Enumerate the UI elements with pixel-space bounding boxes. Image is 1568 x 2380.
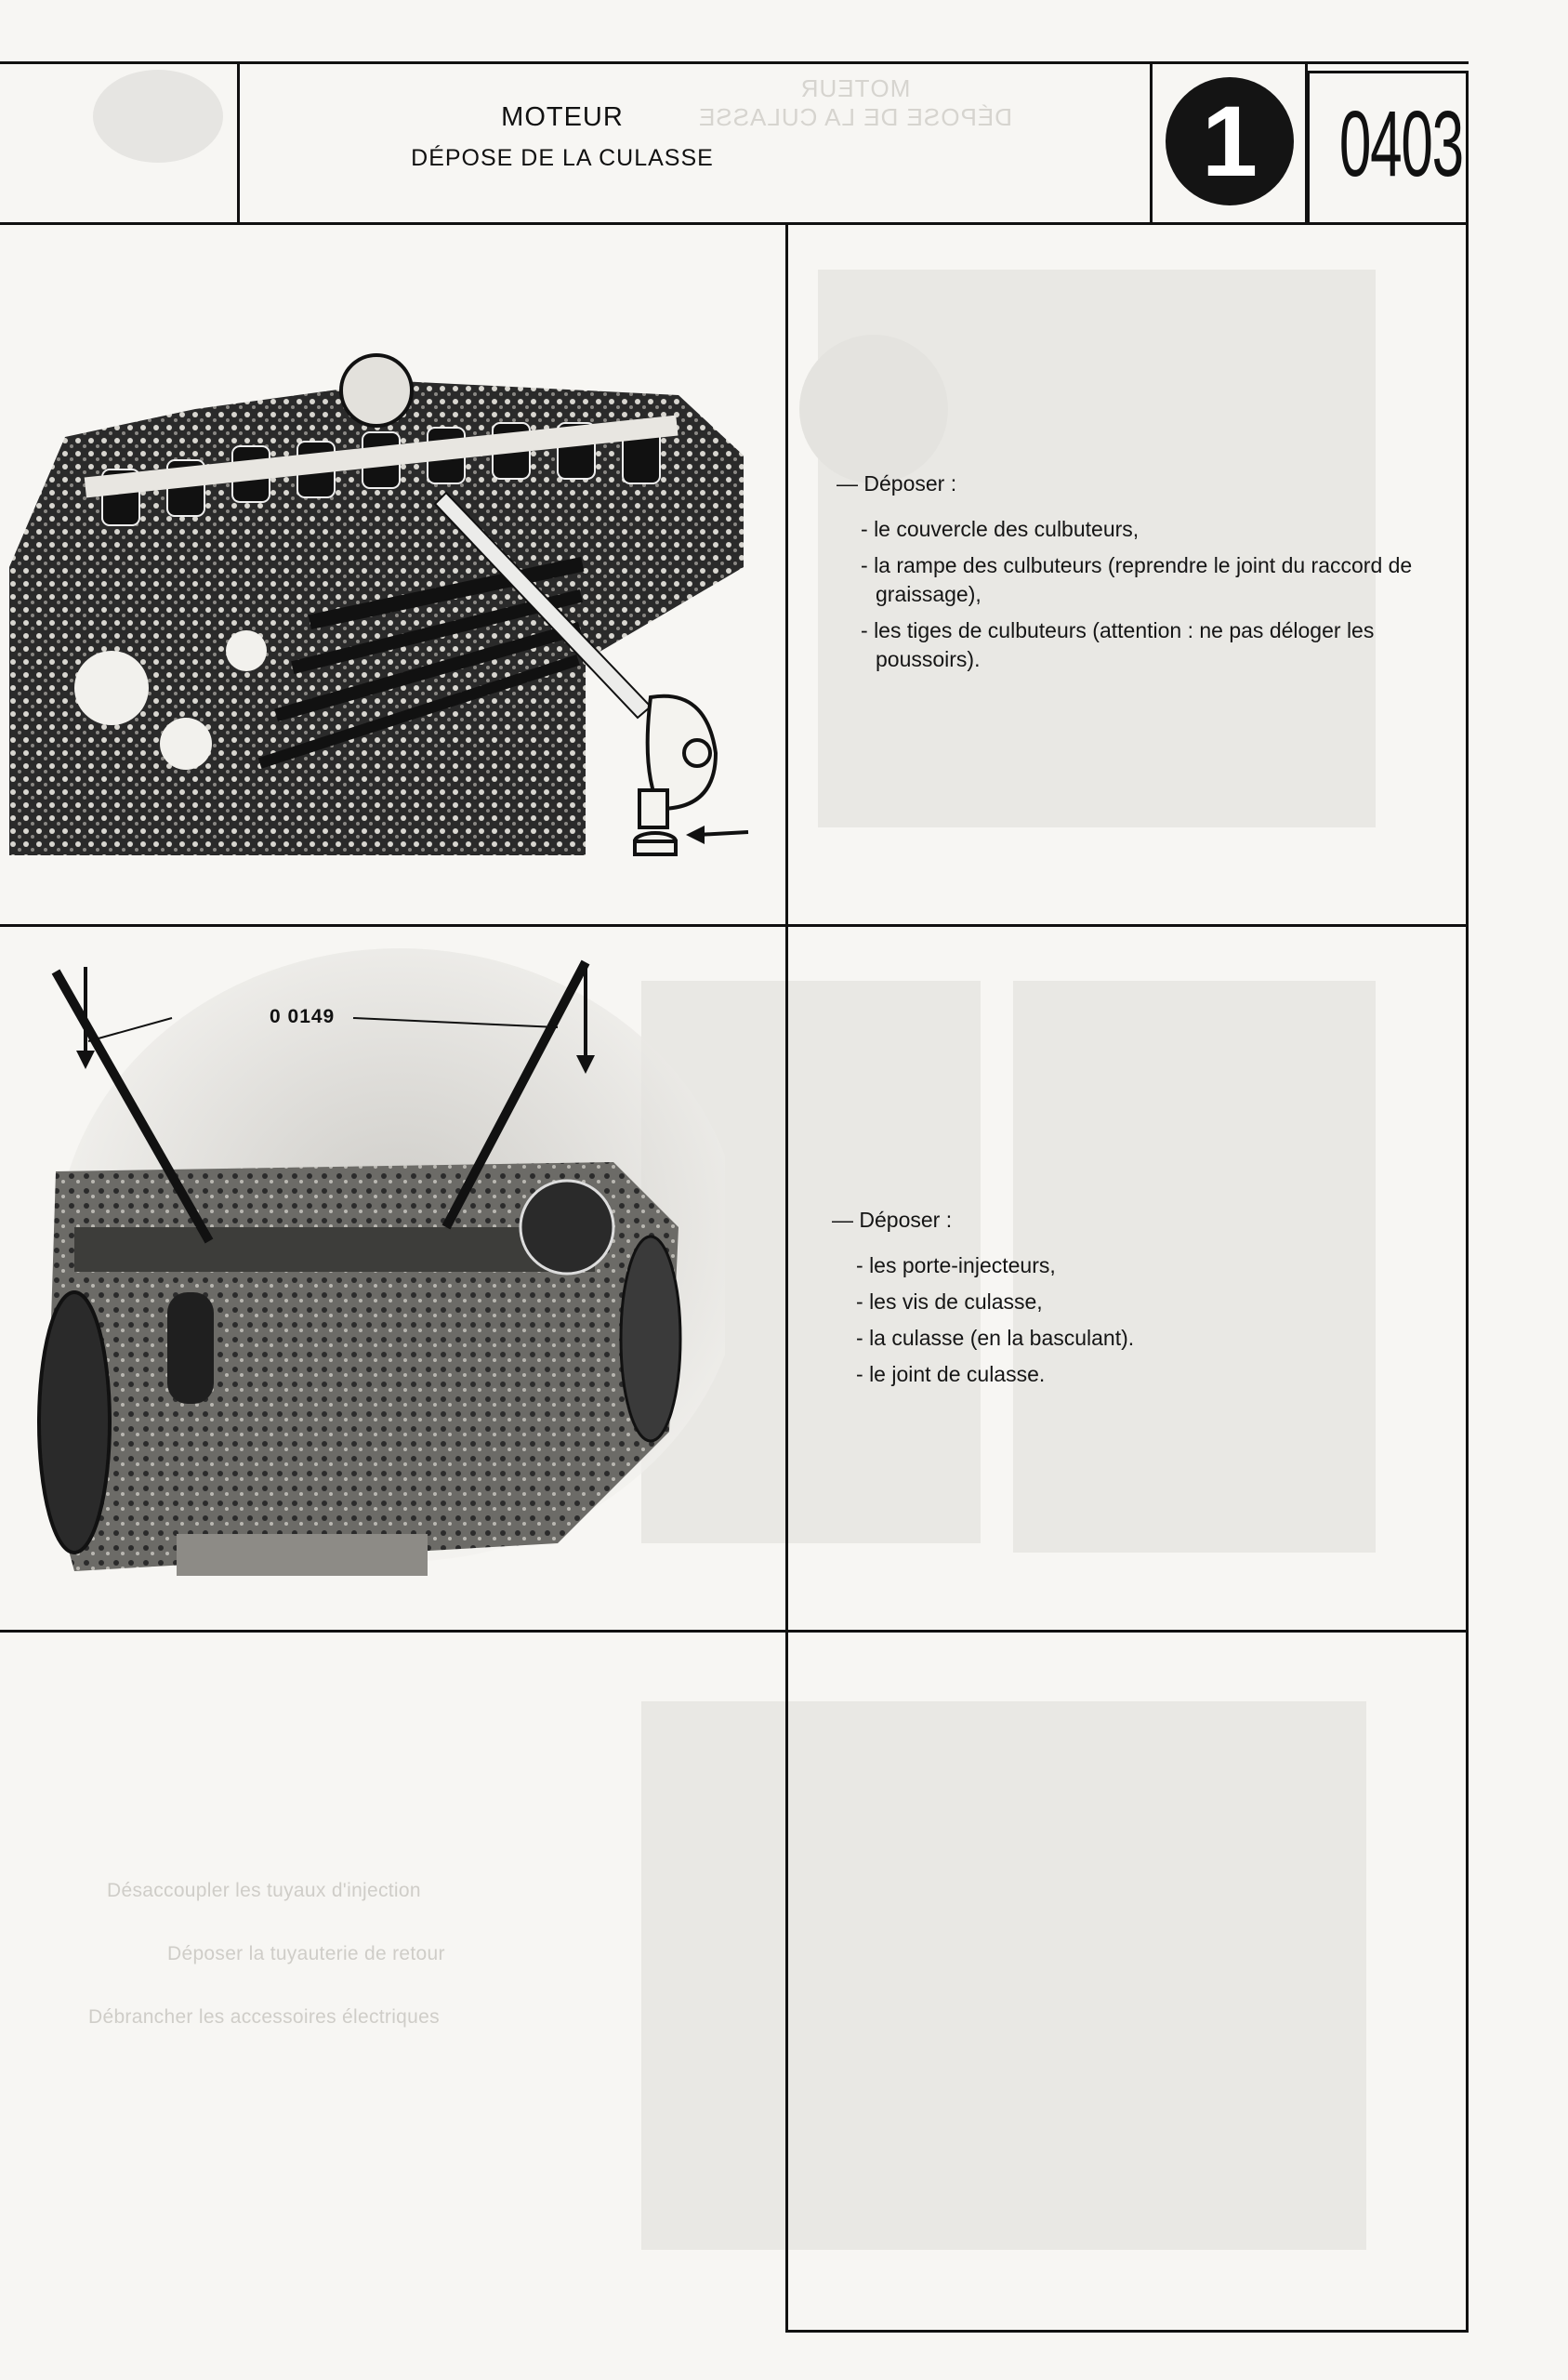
page-code-box	[1307, 71, 1469, 225]
section-number-box	[1150, 61, 1308, 225]
instructions-step-1-heading: — Déposer :	[837, 471, 957, 496]
instruction-item: - le couvercle des culbuteurs,	[861, 515, 1441, 544]
instruction-item: - la culasse (en la basculant).	[856, 1324, 1445, 1353]
instruction-item: - les tiges de culbuteurs (attention : ne pas déloger les poussoirs).	[861, 616, 1441, 674]
grid-row-divider-1	[0, 924, 1469, 927]
page-code: 0403	[1338, 92, 1463, 196]
rocker-assembly-figure	[9, 307, 762, 865]
ghost-heading: MOTEUR DÉPOSE DE LA CULASSE	[698, 74, 1012, 131]
instruction-item: - la rampe des culbuteurs (reprendre le joint du raccord de graissage),	[861, 551, 1441, 609]
tool-reference-label: 0 0149	[270, 1006, 336, 1027]
ghost-wheel	[799, 335, 948, 483]
engine-lifting-figure	[37, 948, 725, 1618]
grid-right-border	[1466, 222, 1469, 2333]
section-number: 1	[1166, 77, 1294, 205]
instructions-step-2-heading: — Déposer :	[832, 1208, 953, 1232]
instruction-item: - le joint de culasse.	[856, 1360, 1445, 1389]
ghost-text-3: Débrancher les accessoires électriques	[88, 2006, 440, 2028]
ghost-photo-4	[641, 1701, 1366, 2250]
ghost-text-1: Désaccoupler les tuyaux d'injection	[107, 1880, 421, 1901]
instruction-item: - les vis de culasse,	[856, 1288, 1445, 1316]
instructions-step-1	[837, 469, 1441, 681]
page-title: MOTEUR	[501, 102, 624, 132]
page-subtitle: DÉPOSE DE LA CULASSE	[411, 145, 714, 171]
grid-bottom-line	[785, 2330, 1469, 2333]
grid-top-line	[0, 222, 1469, 225]
ghost-text-2: Déposer la tuyauterie de retour	[167, 1943, 445, 1964]
grid-center-divider	[785, 222, 788, 2333]
instructions-step-2	[832, 1206, 1445, 1396]
grid-row-divider-2	[0, 1630, 1469, 1633]
instruction-item: - les porte-injecteurs,	[856, 1251, 1445, 1280]
header-divider-left	[237, 61, 240, 225]
